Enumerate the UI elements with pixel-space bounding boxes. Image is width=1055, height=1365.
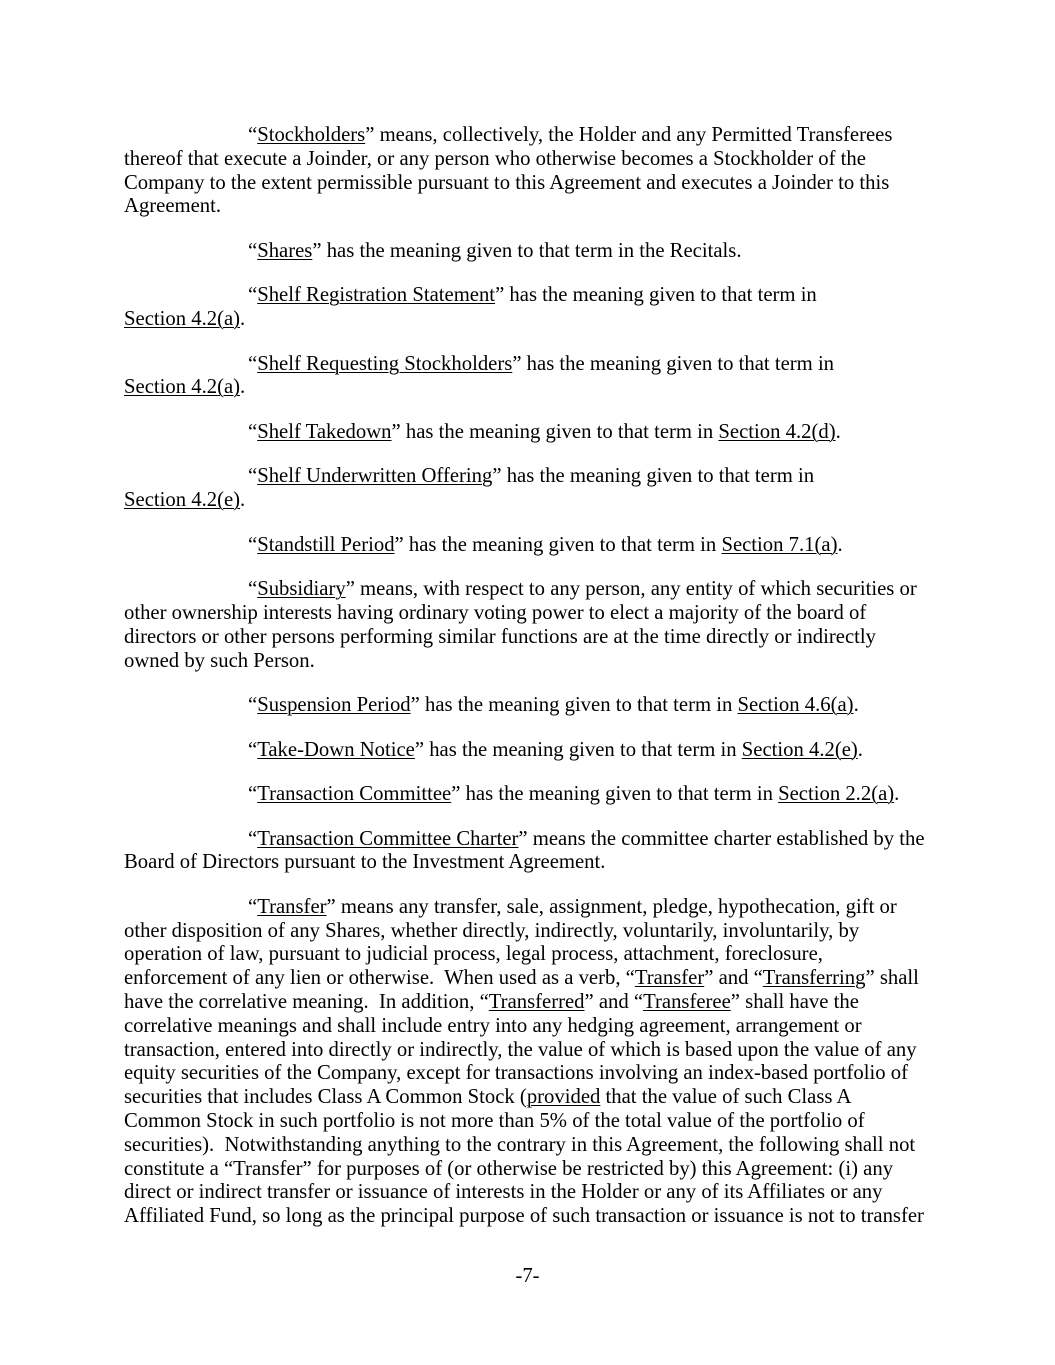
- text-line: [124, 489, 931, 513]
- text-run: “: [248, 124, 258, 146]
- text-line: [124, 1015, 931, 1039]
- section-reference: Section 4.2(a): [124, 308, 241, 331]
- text-run: constitute a “Transfer” for purposes of (or otherwise be restricted by) this Agreement: (i) any: [124, 1157, 894, 1180]
- text-line: [124, 1086, 931, 1110]
- defined-term: Stockholders: [257, 124, 366, 146]
- definition-standstill-period: [124, 534, 931, 558]
- text-run: .: [835, 420, 841, 443]
- definition-shelf-registration-statement: [124, 284, 931, 332]
- text-run: ” has the meaning given to that term in: [414, 738, 742, 761]
- text-line: [124, 967, 931, 991]
- text-run: .: [240, 489, 246, 512]
- defined-term: Transfer: [634, 967, 705, 990]
- text-run: direct or indirect transfer or issuance of interests in the Holder or any of its Affiliates or any: [124, 1181, 883, 1204]
- text-line: [124, 308, 931, 332]
- text-line: [124, 920, 931, 944]
- text-line: [124, 1134, 931, 1158]
- defined-term: Transaction Committee: [257, 783, 452, 806]
- definition-transfer: [124, 896, 931, 1229]
- text-line: [124, 896, 931, 920]
- defined-term: Shelf Underwritten Offering: [257, 465, 493, 488]
- definition-stockholders: [124, 124, 931, 219]
- text-run: .: [837, 533, 843, 556]
- defined-term: Transferee: [643, 990, 731, 1013]
- text-run: ” means, with respect to any person, any entity of which securities or: [345, 578, 917, 601]
- text-run: ” means, collectively, the Holder and any Permitted Transferees: [365, 124, 893, 146]
- text-line: [124, 376, 931, 400]
- definition-shares: [124, 240, 931, 264]
- text-run: ” has the meaning given to that term in: [495, 284, 817, 307]
- section-reference: Section 4.2(e): [741, 738, 858, 761]
- defined-term: Transaction Committee Charter: [257, 827, 519, 850]
- text-run: “: [248, 783, 258, 806]
- text-line: [124, 1181, 931, 1205]
- text-line: [124, 783, 931, 807]
- text-run: “: [248, 827, 258, 850]
- definition-shelf-requesting-stockholders: [124, 353, 931, 401]
- text-line: [124, 694, 931, 718]
- text-line: [124, 578, 931, 602]
- text-run: .: [894, 783, 900, 806]
- text-run: Agreement.: [124, 195, 222, 218]
- text-run: ” and “: [704, 967, 763, 990]
- text-line: [124, 851, 931, 875]
- text-run: directors or other persons performing similar functions are at the time directly or indirectly: [124, 625, 876, 648]
- text-run: securities). Notwithstanding anything to the contrary in this Agreement, the following shall not: [124, 1133, 916, 1156]
- text-line: [124, 240, 931, 264]
- text-line: [124, 1062, 931, 1086]
- text-run: securities that includes Class A Common Stock (: [124, 1086, 527, 1109]
- text-run: thereof that execute a Joinder, or any person who otherwise becomes a Stockholder of the: [124, 147, 866, 170]
- text-run: correlative meanings and shall include entry into any hedging agreement, arrangement or: [124, 1014, 862, 1037]
- text-run: transaction, entered into directly or indirectly, the value of which is based upon the value of any: [124, 1038, 917, 1061]
- section-reference: Section 7.1(a): [721, 533, 838, 556]
- text-run: “: [248, 239, 258, 262]
- defined-term: Shelf Takedown: [257, 420, 392, 443]
- text-run: Common Stock in such portfolio is not more than 5% of the total value of the portfolio of: [124, 1109, 865, 1132]
- text-line: [124, 124, 931, 148]
- defined-term: Take-Down Notice: [257, 738, 415, 761]
- text-run: operation of law, pursuant to judicial process, legal process, attachment, foreclosure,: [124, 943, 823, 966]
- defined-term: Shares: [257, 239, 313, 262]
- section-reference: Section 4.2(a): [124, 376, 241, 399]
- definition-shelf-takedown: [124, 421, 931, 445]
- text-run: ” shall: [865, 967, 919, 990]
- text-line: [124, 172, 931, 196]
- text-run: ” has the meaning given to that term in: [410, 694, 738, 717]
- text-run: Affiliated Fund, so long as the principal purpose of such transaction or issuance is not to transfer: [124, 1205, 924, 1228]
- text-line: [124, 1039, 931, 1063]
- text-run: ” shall have the: [730, 990, 859, 1013]
- definition-transaction-committee-charter: [124, 828, 931, 876]
- document-page: [124, 124, 931, 1250]
- text-line: [124, 1158, 931, 1182]
- text-run: Board of Directors pursuant to the Investment Agreement.: [124, 851, 606, 874]
- text-run: .: [853, 694, 859, 717]
- text-run: “: [248, 533, 258, 556]
- page-number: -7-: [515, 1265, 540, 1287]
- definition-subsidiary: [124, 578, 931, 673]
- text-run: “: [248, 895, 258, 918]
- text-line: [124, 991, 931, 1015]
- text-line: [124, 534, 931, 558]
- defined-term: Subsidiary: [257, 578, 346, 601]
- defined-term: Transfer: [257, 895, 327, 918]
- text-run: .: [240, 308, 246, 331]
- text-line: [124, 1205, 931, 1229]
- text-run: ” has the meaning given to that term in: [451, 783, 779, 806]
- text-run: that the value of such Class A: [600, 1086, 852, 1109]
- text-line: [124, 284, 931, 308]
- definition-transaction-committee: [124, 783, 931, 807]
- text-run: “: [248, 694, 258, 717]
- section-reference: Section 4.2(d): [718, 420, 836, 443]
- text-run: other ownership interests having ordinary voting power to elect a majority of the board of: [124, 601, 867, 624]
- section-reference: Section 4.2(e): [124, 489, 241, 512]
- underlined-word-provided: provided: [526, 1086, 601, 1109]
- text-run: enforcement of any lien or otherwise. When used as a verb, “: [124, 967, 635, 990]
- text-run: ” means the committee charter established by the: [518, 827, 925, 850]
- text-run: “: [248, 352, 258, 375]
- defined-term: Suspension Period: [257, 694, 411, 717]
- text-line: [124, 602, 931, 626]
- text-line: [124, 650, 931, 674]
- definition-suspension-period: [124, 694, 931, 718]
- text-run: “: [248, 284, 258, 307]
- text-run: owned by such Person.: [124, 649, 315, 672]
- text-run: have the correlative meaning. In addition, “: [124, 990, 489, 1013]
- text-run: equity securities of the Company, except for transactions involving an index-based portfolio of: [124, 1062, 909, 1085]
- text-run: .: [857, 738, 863, 761]
- text-line: [124, 465, 931, 489]
- text-line: [124, 195, 931, 219]
- text-run: ” has the meaning given to that term in: [512, 352, 835, 375]
- text-run: ” has the meaning given to that term in: [492, 465, 815, 488]
- text-line: [124, 943, 931, 967]
- text-line: [124, 148, 931, 172]
- text-run: Company to the extent permissible pursuant to this Agreement and executes a Joinder to this: [124, 171, 890, 194]
- defined-term: Transferring: [762, 967, 866, 990]
- text-run: ” has the meaning given to that term in: [394, 533, 722, 556]
- text-run: ” has the meaning given to that term in the Recitals.: [312, 239, 742, 262]
- text-run: ” and “: [584, 990, 644, 1013]
- text-line: [124, 421, 931, 445]
- defined-term: Shelf Registration Statement: [257, 284, 496, 307]
- definition-shelf-underwritten-offering: [124, 465, 931, 513]
- section-reference: Section 4.6(a): [737, 694, 854, 717]
- text-line: [124, 828, 931, 852]
- text-line: [124, 626, 931, 650]
- definition-take-down-notice: [124, 739, 931, 763]
- defined-term: Transferred: [488, 990, 585, 1013]
- text-line: [124, 739, 931, 763]
- text-run: ” has the meaning given to that term in: [391, 420, 719, 443]
- text-run: “: [248, 465, 258, 488]
- text-run: “: [248, 578, 258, 601]
- text-run: “: [248, 420, 258, 443]
- defined-term: Shelf Requesting Stockholders: [257, 352, 513, 375]
- text-run: other disposition of any Shares, whether directly, indirectly, voluntarily, involuntarily, by: [124, 919, 860, 942]
- text-run: “: [248, 738, 258, 761]
- section-reference: Section 2.2(a): [778, 783, 895, 806]
- defined-term: Standstill Period: [257, 533, 395, 556]
- text-line: [124, 1110, 931, 1134]
- text-run: .: [240, 376, 246, 399]
- text-run: ” means any transfer, sale, assignment, pledge, hypothecation, gift or: [326, 895, 897, 918]
- text-line: [124, 353, 931, 377]
